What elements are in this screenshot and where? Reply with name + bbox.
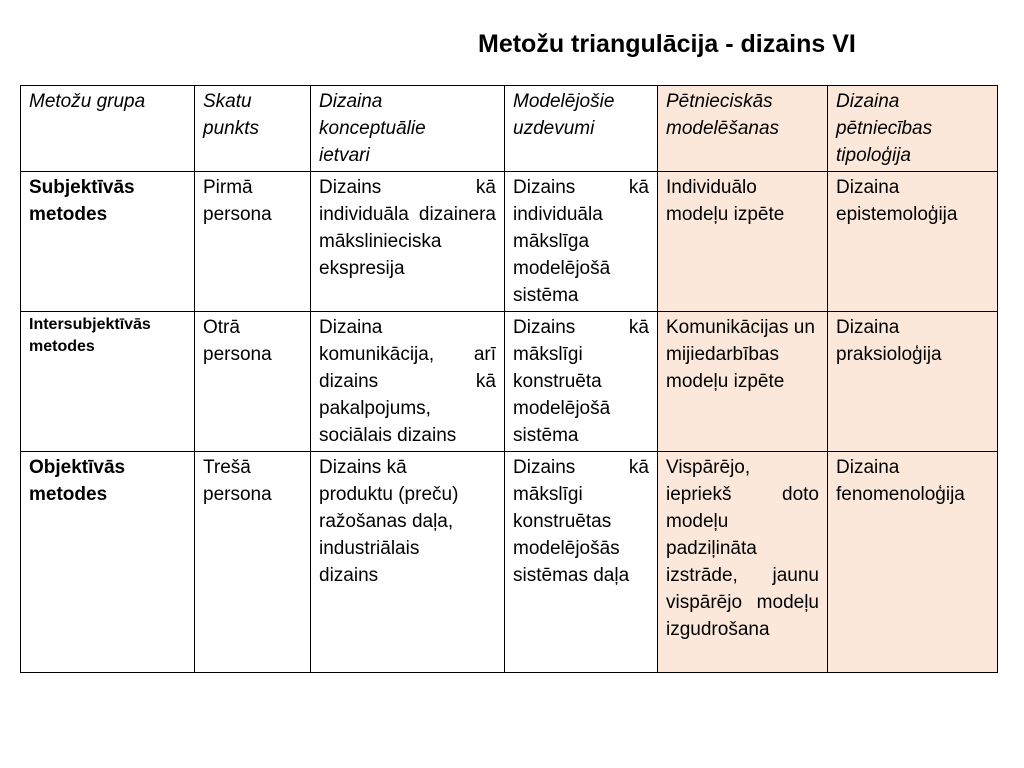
table-cell: Dizaina komunikācija, arī dizains kā pakalpojums, sociālais dizains: [311, 312, 505, 452]
table-cell: Otrā persona: [195, 312, 311, 452]
table-cell: Individuālo modeļu izpēte: [658, 172, 828, 312]
table-cell: Pirmā persona: [195, 172, 311, 312]
header-row: [21, 86, 998, 172]
table-cell: Dizaina epistemoloģija: [828, 172, 998, 312]
table-cell: Dizaina fenomenoloģija: [828, 452, 998, 673]
table-cell: Dizains kā individuāla mākslīga modelējošā sistēma: [505, 172, 658, 312]
table-cell: Dizains kā mākslīgi konstruēta modelējošā sistēma: [505, 312, 658, 452]
table-cell: Dizaina praksioloģija: [828, 312, 998, 452]
methods-table: [20, 85, 998, 673]
table-cell: Vispārējo, iepriekš doto modeļu padziļināta izstrāde, jaunu vispārējo modeļu izgudrošana: [658, 452, 828, 673]
row-header-subjective: Subjektīvās metodes: [21, 172, 195, 312]
table-cell: Komunikācijas un mijiedarbības modeļu izpēte: [658, 312, 828, 452]
header-cell-research-typology: Dizaina pētniecības tipoloģija: [828, 86, 998, 172]
table-row: [21, 452, 998, 673]
table-cell: Dizains kā mākslīgi konstruētas modelējošās sistēmas daļa: [505, 452, 658, 673]
table-row: [21, 312, 998, 452]
header-cell-research-modeling: Pētnieciskās modelēšanas: [658, 86, 828, 172]
header-cell-modeling-tasks: Modelējošie uzdevumi: [505, 86, 658, 172]
table-cell: Dizains kā individuāla dizainera mākslinieciska ekspresija: [311, 172, 505, 312]
table-cell: Dizains kā produktu (preču) ražošanas daļa, industriālais dizains: [311, 452, 505, 673]
header-cell-method-group: Metožu grupa: [21, 86, 195, 172]
header-cell-viewpoint: Skatu punkts: [195, 86, 311, 172]
table-row: [21, 172, 998, 312]
header-cell-conceptual-frameworks: Dizaina konceptuālie ietvari: [311, 86, 505, 172]
row-header-objective: Objektīvās metodes: [21, 452, 195, 673]
table-cell: Trešā persona: [195, 452, 311, 673]
slide-title: Metožu triangulācija - dizains VI: [478, 30, 856, 58]
row-header-intersubjective: Intersubjektīvās metodes: [21, 312, 195, 452]
